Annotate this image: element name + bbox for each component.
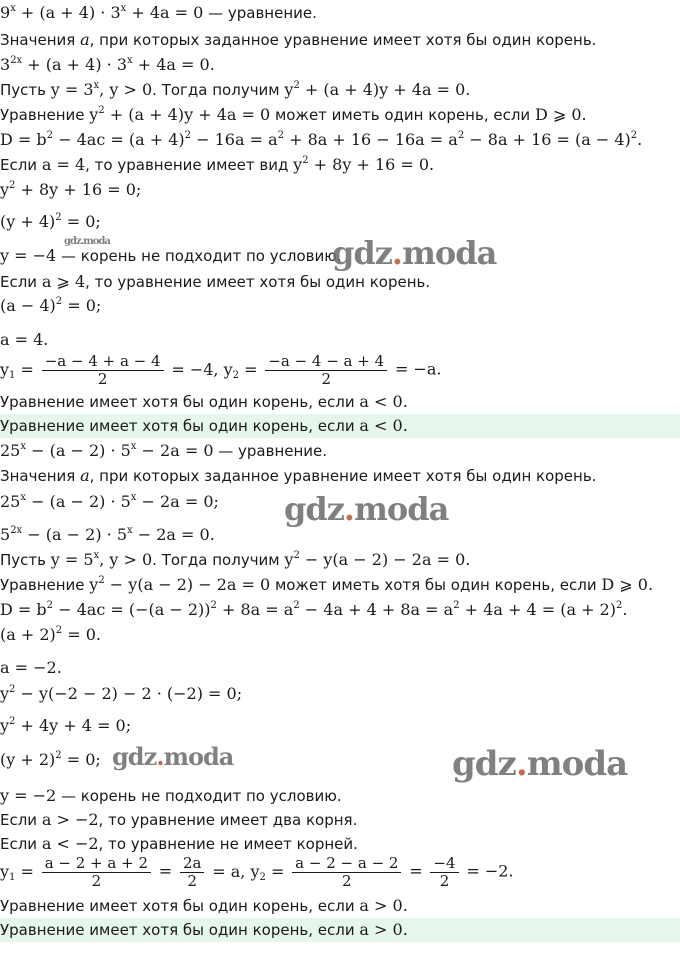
t1-discriminant: $D = b^2 - 4ac = (a + 4)^2 - 16a = a^2 + 8a + 16 - 16a = a^2 - 8a + 16 = (a - 4)^2$. <box>0 130 643 149</box>
t1-eq-c: $(a - 4)^2 = 0$; <box>0 296 102 315</box>
t1-root-rejected: y = −4 — корень не подходит по условию. <box>0 246 342 265</box>
t2-equation: $25^x - (a - 2) \cdot 5^x - 2a = 0$ — уравнение. <box>0 441 328 460</box>
t1-rewrite: $3^{2x} + (a + 4) \cdot 3^x + 4a = 0$. <box>0 55 215 74</box>
t2-a-value: a = −2. <box>0 658 62 677</box>
t2-conclusion: Уравнение имеет хотя бы один корень, если a > 0. <box>0 896 408 915</box>
watermark-1: gdz.moda <box>332 234 497 272</box>
t2-eq-c: $y^2 - y(-2 - 2) - 2 \cdot (-2) = 0$; <box>0 684 243 703</box>
watermark-3: gdz.moda <box>112 742 234 771</box>
t2-case-gt: Если a > −2, то уравнение имеет два корня. <box>0 810 358 829</box>
t2-statement: Значения a, при которых заданное уравнение имеет хотя бы один корень. <box>0 466 597 485</box>
watermark-2: gdz.moda <box>284 490 449 528</box>
t1-equation: $9^x + (a + 4) \cdot 3^x + 4a = 0$ — уравнение. <box>0 3 317 22</box>
t2-case-lt: Если a < −2, то уравнение не имеет корней. <box>0 834 358 853</box>
t1-case-ge4: Если a ⩾ 4, то уравнение имеет хотя бы один корень. <box>0 272 431 291</box>
t1-case-a4: Если a = 4, то уравнение имеет вид $y^2 + 8y + 16 = 0$. <box>0 155 435 174</box>
t1-a-value: a = 4. <box>0 330 49 349</box>
t2-eq-e: $(y + 2)^2 = 0$; <box>0 750 101 769</box>
watermark-small: gdz.moda <box>64 236 110 247</box>
t2-answer: Уравнение имеет хотя бы один корень, если a > 0. <box>0 920 408 939</box>
t2-eq-b: $(a + 2)^2 = 0$. <box>0 625 101 644</box>
t1-conclusion: Уравнение имеет хотя бы один корень, если a < 0. <box>0 392 408 411</box>
t2-eq-a: $25^x - (a - 2) \cdot 5^x - 2a = 0$; <box>0 492 219 511</box>
t1-substitution: Пусть $y = 3^x$, y > 0. Тогда получим $y^2 + (a + 4)y + 4a = 0$. <box>0 80 471 99</box>
t1-condition: Уравнение $y^2 + (a + 4)y + 4a = 0$ может иметь один корень, если D ⩾ 0. <box>0 105 587 124</box>
t2-root-rejected: y = −2 — корень не подходит по условию. <box>0 786 342 805</box>
t2-rewrite: $5^{2x} - (a - 2) \cdot 5^x - 2a = 0$. <box>0 525 215 544</box>
t2-roots: $y_1$ = $\frac{a - 2 + a + 2}{2}$ = $\frac{2a}{2}$ = a, $y_2$ = $\frac{a - 2 - a - 2}{2}$ = $\frac{-4}{2}$ = −2. <box>0 854 514 890</box>
t1-eq-a: $y^2 + 8y + 16 = 0$; <box>0 180 142 199</box>
t2-eq-d: $y^2 + 4y + 4 = 0$; <box>0 716 132 735</box>
t2-condition: Уравнение $y^2 - y(a - 2) - 2a = 0$ может иметь хотя бы один корень, если D ⩾ 0. <box>0 575 654 594</box>
t1-statement: Значения a, при которых заданное уравнение имеет хотя бы один корень. <box>0 30 597 49</box>
t1-eq-b: $(y + 4)^2 = 0$; <box>0 212 101 231</box>
t1-roots: $y_1$ = $\frac{-a - 4 + a - 4}{2}$ = −4, $y_2$ = $\frac{-a - 4 - a + 4}{2}$ = −a. <box>0 352 442 388</box>
t2-substitution: Пусть $y = 5^x$, y > 0. Тогда получим $y^2 - y(a - 2) - 2a = 0$. <box>0 550 471 569</box>
t1-answer: Уравнение имеет хотя бы один корень, если a < 0. <box>0 416 408 435</box>
t2-discriminant: $D = b^2 - 4ac = (-(a - 2))^2 + 8a = a^2 - 4a + 4 + 8a = a^2 + 4a + 4 = (a + 2)^2$. <box>0 600 628 619</box>
watermark-4: gdz.moda <box>452 744 628 784</box>
